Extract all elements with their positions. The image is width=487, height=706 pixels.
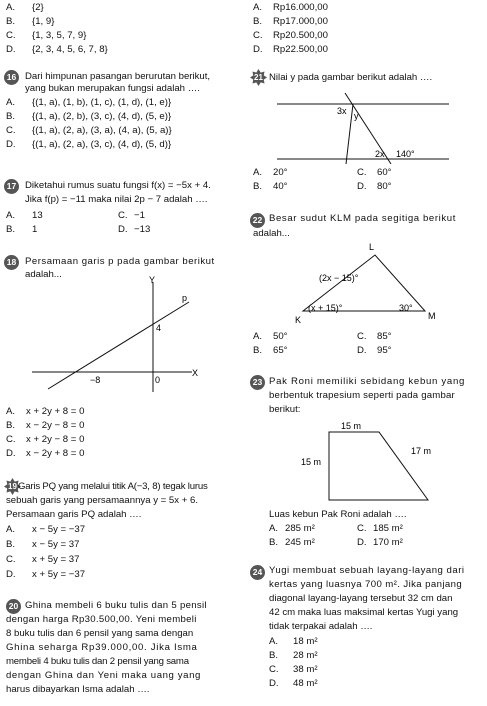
side-line bbox=[346, 104, 353, 164]
question-text: Pak Roni memiliki sebidang kebun yang bbox=[269, 376, 466, 387]
option-text: {1, 3, 5, 7, 9} bbox=[32, 30, 87, 41]
line-p bbox=[48, 302, 189, 389]
question-text: membeli 4 buku tulis dan 2 pensil yang sama bbox=[6, 656, 189, 667]
option-letter: C. bbox=[6, 30, 16, 41]
question-text: Dari himpunan pasangan berurutan berikut, bbox=[25, 71, 211, 82]
option-letter: C. bbox=[357, 523, 367, 534]
option-letter: A. bbox=[269, 523, 279, 534]
option-text: 60° bbox=[377, 167, 392, 178]
option-letter: D. bbox=[357, 537, 367, 548]
option-text: 245 m² bbox=[285, 537, 315, 548]
option-letter: B. bbox=[6, 224, 16, 235]
question-text: Ghina membeli 6 buku tulis dan 5 pensil bbox=[25, 600, 207, 611]
line-p-label: p bbox=[182, 293, 188, 303]
option-text: 80° bbox=[377, 181, 392, 192]
option-letter: C. bbox=[6, 125, 16, 136]
option-letter: B. bbox=[269, 650, 279, 661]
question-text: diagonal layang-layang tersebut 32 cm dan bbox=[269, 593, 453, 604]
question-text: Luas kebun Pak Roni adalah …. bbox=[269, 509, 407, 520]
option-text: {2} bbox=[32, 2, 44, 13]
option-letter: C. bbox=[269, 664, 279, 675]
option-letter: A. bbox=[6, 210, 16, 221]
option-letter: B. bbox=[253, 16, 263, 27]
option-letter: B. bbox=[6, 420, 16, 431]
question-number-badge: 20 bbox=[6, 599, 21, 614]
option-letter: C. bbox=[357, 331, 367, 342]
option-text: 85° bbox=[377, 331, 392, 342]
option-text: 65° bbox=[273, 345, 288, 356]
option-text: 48 m² bbox=[293, 678, 318, 689]
option-text: Rp20.500,00 bbox=[273, 30, 328, 41]
option-letter: B. bbox=[253, 181, 263, 192]
question-number-badge: 22 bbox=[250, 213, 265, 228]
option-letter: A. bbox=[253, 167, 263, 178]
option-text: 95° bbox=[377, 345, 392, 356]
angle-figure bbox=[253, 84, 483, 164]
question-text: Jika f(p) = −11 maka nilai 2p − 7 adalah …. bbox=[25, 194, 208, 205]
option-letter: D. bbox=[6, 569, 16, 580]
question-number-badge: 24 bbox=[250, 565, 265, 580]
option-letter: D. bbox=[269, 678, 279, 689]
slant-side-label: 17 m bbox=[411, 446, 432, 456]
question-text: Persamaan garis p pada gambar berikut bbox=[25, 256, 215, 267]
option-text: 185 m² bbox=[373, 523, 403, 534]
option-letter: B. bbox=[269, 537, 279, 548]
question-text: tidak terpakai adalah …. bbox=[269, 621, 373, 632]
angle-y-label: y bbox=[354, 111, 359, 121]
question-text: 42 cm maka luas maksimal kertas Yugi yang bbox=[269, 607, 459, 618]
x-intercept-label: −8 bbox=[90, 375, 101, 385]
option-text: −1 bbox=[134, 210, 145, 221]
coordinate-graph bbox=[32, 274, 212, 399]
option-text: 40° bbox=[273, 181, 288, 192]
question-number-badge: 23 bbox=[250, 375, 265, 390]
trapezoid-shape bbox=[329, 432, 428, 500]
option-text: {(1, a), (2, b), (3, c), (4, d), (5, e)} bbox=[32, 111, 172, 122]
option-letter: C. bbox=[6, 434, 16, 445]
option-letter: A. bbox=[253, 2, 263, 13]
option-text: x + 5y = −37 bbox=[32, 569, 86, 580]
question-text: dengan Ghina dan Yeni maka uang yang bbox=[6, 670, 201, 681]
question-number: 21 bbox=[254, 73, 263, 82]
question-number-badge: 16 bbox=[4, 70, 19, 85]
question-text: sebuah garis yang persamaannya y = 5x + 6. bbox=[6, 495, 198, 506]
option-letter: D. bbox=[6, 448, 16, 459]
option-text: {(1, a), (1, b), (1, c), (1, d), (1, e)} bbox=[32, 97, 172, 108]
option-text: x − 5y = 37 bbox=[32, 539, 80, 550]
option-text: 38 m² bbox=[293, 664, 318, 675]
question-text: berbentuk trapesium seperti pada gambar bbox=[269, 390, 455, 401]
option-text: x − 5y = −37 bbox=[32, 524, 86, 535]
option-letter: B. bbox=[6, 16, 16, 27]
option-text: x − 2y + 8 = 0 bbox=[26, 448, 85, 459]
option-letter: A. bbox=[6, 524, 16, 535]
angle-l-label: (2x − 15)° bbox=[319, 273, 359, 283]
question-number-badge: 17 bbox=[4, 179, 19, 194]
question-text: Persamaan garis PQ adalah …. bbox=[6, 509, 142, 520]
option-text: x + 2y + 8 = 0 bbox=[26, 406, 85, 417]
option-letter: B. bbox=[6, 111, 16, 122]
option-text: 13 bbox=[32, 210, 43, 221]
question-text: adalah... bbox=[253, 228, 290, 239]
option-letter: D. bbox=[6, 139, 16, 150]
option-letter: A. bbox=[269, 636, 279, 647]
question-text: harus dibayarkan Isma adalah …. bbox=[6, 684, 150, 695]
option-text: 1 bbox=[32, 224, 38, 235]
option-letter: C. bbox=[253, 30, 263, 41]
vertex-m-label: M bbox=[428, 311, 436, 321]
angle-2x-label: 2x bbox=[375, 149, 385, 159]
question-text: kertas yang luasnya 700 m². Jika panjang bbox=[269, 579, 463, 590]
question-text: Besar sudut KLM pada segitiga berikut bbox=[269, 213, 456, 224]
option-letter: B. bbox=[253, 345, 263, 356]
question-text: adalah... bbox=[25, 269, 62, 280]
option-text: Rp16.000,00 bbox=[273, 2, 328, 13]
origin-label: 0 bbox=[155, 375, 161, 385]
option-text: x + 5y = 37 bbox=[32, 554, 80, 565]
top-side-label: 15 m bbox=[341, 421, 362, 431]
option-text: {(1, a), (2, a), (3, c), (4, d), (5, d)} bbox=[32, 139, 172, 150]
option-text: −13 bbox=[134, 224, 151, 235]
option-letter: A. bbox=[6, 97, 16, 108]
option-text: 285 m² bbox=[285, 523, 315, 534]
angle-140-label: 140° bbox=[396, 149, 415, 159]
y-axis-label: Y bbox=[149, 275, 156, 285]
option-letter: A. bbox=[253, 331, 263, 342]
option-text: {1, 9} bbox=[32, 16, 55, 27]
angle-3x-label: 3x bbox=[337, 106, 347, 116]
vertex-l-label: L bbox=[369, 242, 375, 252]
option-text: {2, 3, 4, 5, 6, 7, 8} bbox=[32, 44, 108, 55]
angle-k-label: (x + 15)° bbox=[308, 303, 343, 313]
angle-m-label: 30° bbox=[399, 303, 413, 313]
question-text: dengan harga Rp30.500,00. Yeni membeli bbox=[6, 614, 197, 625]
y-intercept-label: 4 bbox=[156, 323, 162, 333]
question-text: Diketahui rumus suatu fungsi f(x) = −5x + 4. bbox=[25, 180, 211, 191]
option-letter: B. bbox=[6, 539, 16, 550]
option-text: 18 m² bbox=[293, 636, 318, 647]
option-letter: C. bbox=[357, 167, 367, 178]
question-number: 19 bbox=[8, 482, 17, 491]
vertex-k-label: K bbox=[295, 315, 302, 325]
question-text: 8 buku tulis dan 6 pensil yang sama dengan bbox=[6, 628, 194, 639]
option-letter: D. bbox=[6, 44, 16, 55]
option-text: 20° bbox=[273, 167, 288, 178]
question-text: Garis PQ yang melalui titik A(−3, 8) tegak lurus bbox=[18, 481, 208, 492]
x-axis-label: X bbox=[192, 368, 199, 378]
left-side-label: 15 m bbox=[301, 457, 322, 467]
option-letter: C. bbox=[6, 554, 16, 565]
trapezoid-figure bbox=[253, 418, 483, 502]
question-text: yang bukan merupakan fungsi adalah …. bbox=[25, 83, 200, 94]
option-text: x − 2y − 8 = 0 bbox=[26, 420, 85, 431]
option-text: x + 2y − 8 = 0 bbox=[26, 434, 85, 445]
option-text: 28 m² bbox=[293, 650, 318, 661]
option-letter: A. bbox=[6, 406, 16, 417]
option-text: Rp17.000,00 bbox=[273, 16, 328, 27]
question-text: Nilai y pada gambar berikut adalah …. bbox=[269, 72, 433, 83]
question-number-badge: 18 bbox=[4, 255, 19, 270]
triangle-klm-figure bbox=[253, 238, 483, 326]
option-text: Rp22.500,00 bbox=[273, 44, 328, 55]
option-letter: D. bbox=[253, 44, 263, 55]
option-letter: D. bbox=[357, 345, 367, 356]
question-text: berikut: bbox=[269, 404, 301, 415]
option-letter: D. bbox=[357, 181, 367, 192]
option-text: 170 m² bbox=[373, 537, 403, 548]
option-letter: A. bbox=[6, 2, 16, 13]
option-text: 50° bbox=[273, 331, 288, 342]
question-text: Ghina seharga Rp39.000,00. Jika Isma bbox=[6, 642, 198, 653]
option-letter: C. bbox=[118, 210, 128, 221]
question-text: Yugi membuat sebuah layang-layang dari bbox=[269, 565, 465, 576]
option-letter: D. bbox=[118, 224, 128, 235]
option-text: {(1, a), (2, a), (3, a), (4, a), (5, a)} bbox=[32, 125, 172, 136]
